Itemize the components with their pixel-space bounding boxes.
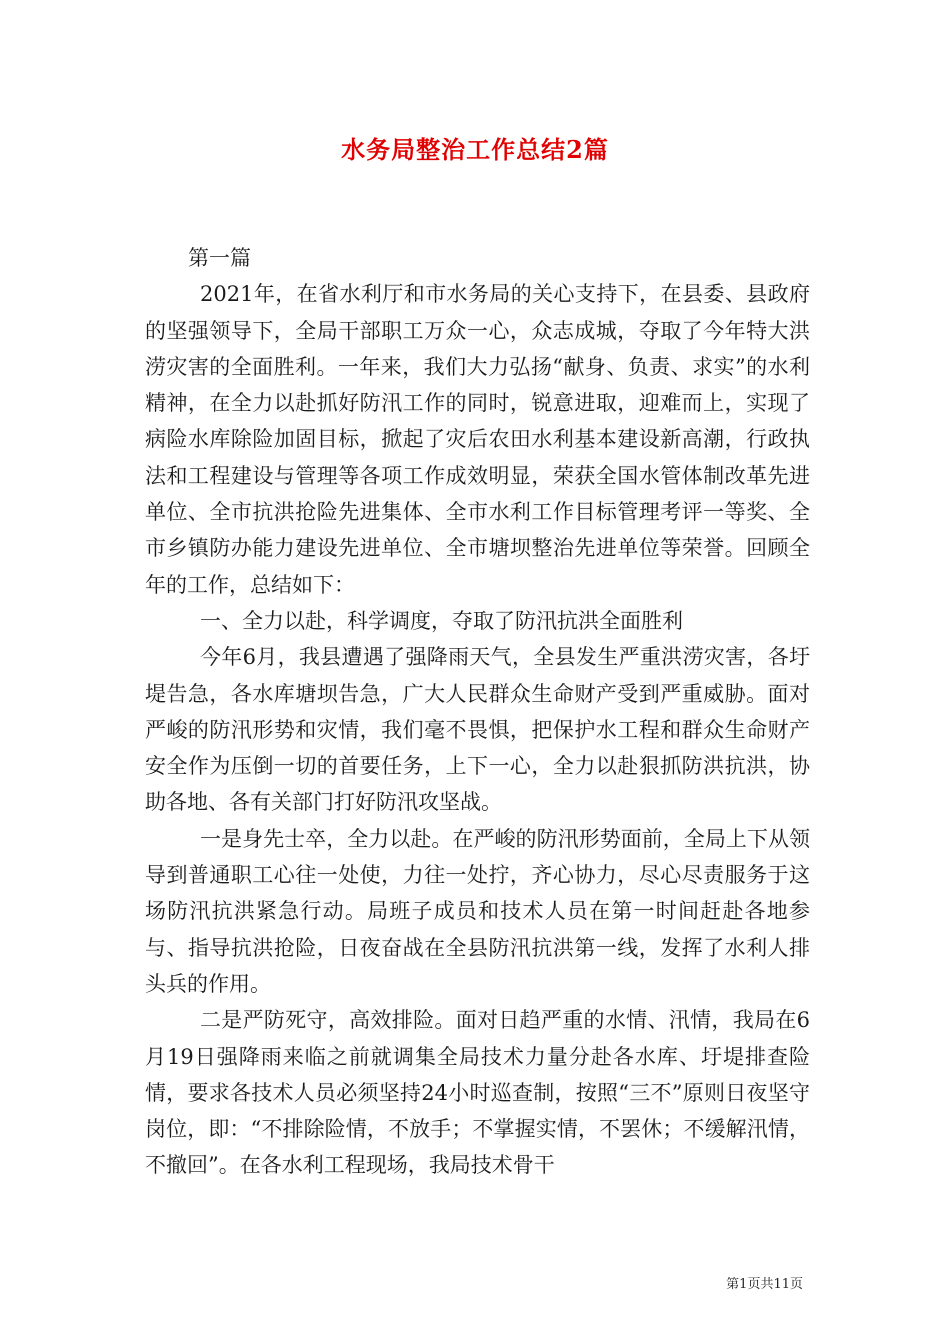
paragraph-point-one: 一是身先士卒，全力以赴。在严峻的防汛形势面前，全局上下从领导到普通职工心往一处使，力往一处拧，齐心协力，尽心尽责服务于这场防汛抗洪紧急行动。局班子成员和技术人员在第一时间赶赴各地参与、指导抗洪抢险，日夜奋战在全县防汛抗洪第一线，发挥了水利人排头兵的作用。 [145, 826, 810, 996]
document-title: 水务局整治工作总结2篇 [341, 135, 609, 164]
document-body [145, 240, 810, 1184]
section-heading-1: 一、全力以赴，科学调度，夺取了防汛抗洪全面胜利 [200, 608, 683, 633]
page-number: 第1页共11页 [726, 1277, 803, 1292]
paragraph-flood-situation: 今年6月，我县遭遇了强降雨天气，全县发生严重洪涝灾害，各圩堤告急，各水库塘坝告急，广大人民群众生命财产受到严重威胁。面对严峻的防汛形势和灾情，我们毫不畏惧，把保护水工程和群众生命财产安全作为压倒一切的首要任务，上下一心，全力以赴狠抓防洪抗洪，协助各地、各有关部门打好防汛攻坚战。 [145, 645, 810, 815]
paragraph-point-two: 二是严防死守，高效排险。面对日趋严重的水情、汛情，我局在6月19日强降雨来临之前就调集全局技术力量分赴各水库、圩堤排查险情，要求各技术人员必须坚持24小时巡查制，按照“三不”原则日夜坚守岗位，即：“不排除险情，不放手；不掌握实情，不罢休；不缓解汛情，不撤回”。在各水利工程现场，我局技术骨干 [145, 1008, 810, 1178]
section-label: 第一篇 [188, 246, 251, 270]
paragraph-intro: 2021年，在省水利厅和市水务局的关心支持下，在县委、县政府的坚强领导下，全局干部职工万众一心，众志成城，夺取了今年特大洪涝灾害的全面胜利。一年来，我们大力弘扬“献身、负责、求实”的水利精神，在全力以赴抓好防汛工作的同时，锐意进取，迎难而上，实现了病险水库除险加固目标，掀起了灾后农田水利基本建设新高潮，行政执法和工程建设与管理等各项工作成效明显，荣获全国水管体制改革先进单位、全市抗洪抢险先进集体、全市水利工作目标管理考评一等奖、全市乡镇防办能力建设先进单位、全市塘坝整治先进单位等荣誉。回顾全年的工作，总结如下： [145, 282, 810, 597]
